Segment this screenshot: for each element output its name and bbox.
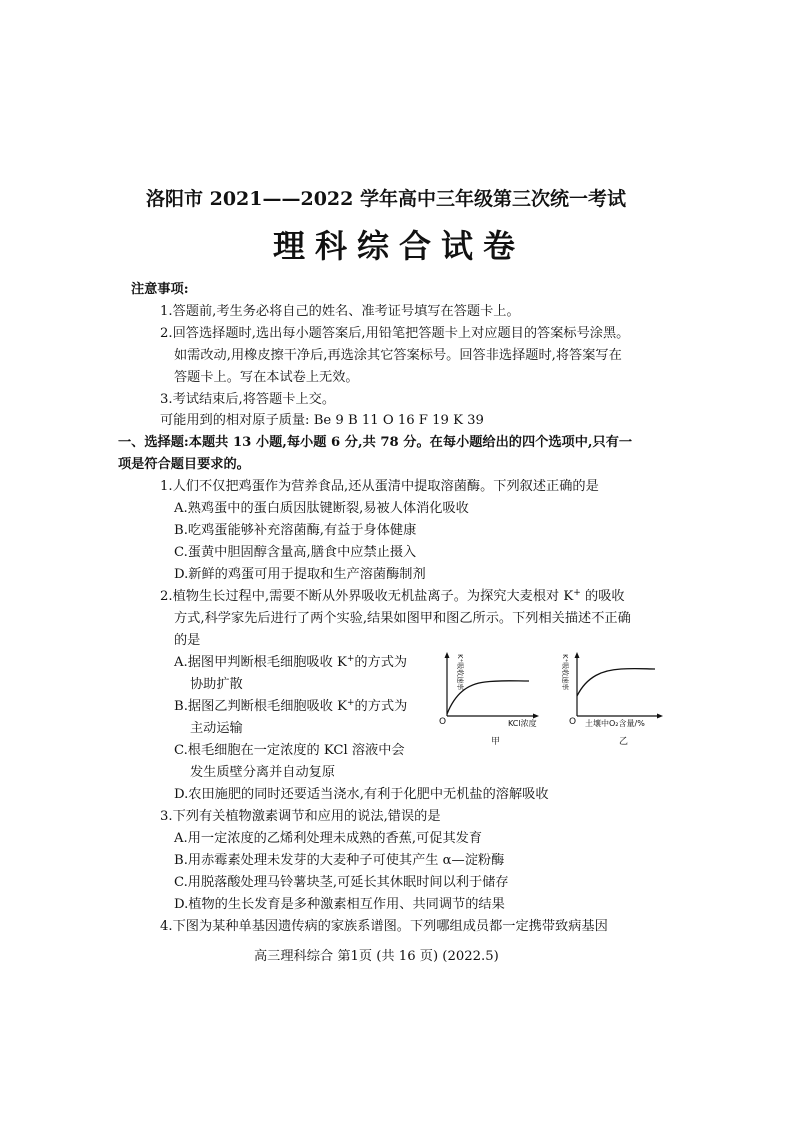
exam-subtitle: 理科综合试卷 xyxy=(273,227,526,265)
q2-option-a-text: A.据图甲判断根毛细胞吸收 K xyxy=(174,655,347,670)
notice-item-1: 1.答题前,考生务必将自己的姓名、准考证号填写在答题卡上。 xyxy=(160,304,520,319)
yi-origin: O xyxy=(569,717,577,727)
yi-x-arrow-icon xyxy=(657,714,663,719)
notice-item-2-line-1: 2.回答选择题时,选出每小题答案后,用铅笔把答题卡上对应题目的答案标号涂黑。 xyxy=(160,326,630,341)
page-footer: 高三理科综合 第1页 (共 16 页) (2022.5) xyxy=(254,949,499,964)
yi-curve xyxy=(577,669,655,696)
q3-option-b: B.用赤霉素处理未发芽的大麦种子可使其产生 α—淀粉酶 xyxy=(174,853,505,868)
q1-option-b: B.吃鸡蛋能够补充溶菌酶,有益于身体健康 xyxy=(174,523,417,538)
yi-caption: 乙 xyxy=(619,737,629,747)
q4-stem: 4.下图为某种单基因遗传病的家族系谱图。下列哪组成员都一定携带致病基因 xyxy=(160,919,608,934)
q2-option-c-line-2: 发生质壁分离并自动复原 xyxy=(190,765,336,780)
notice-item-2-line-3: 答题卡上。写在本试卷上无效。 xyxy=(174,370,359,385)
jia-caption: 甲 xyxy=(491,737,501,747)
yi-x-label: 土壤中O₂含量/% xyxy=(585,719,645,728)
q2-option-b-line-2: 主动运输 xyxy=(190,721,243,736)
q2-stem-line-3: 的是 xyxy=(174,633,201,648)
q3-option-d: D.植物的生长发育是多种激素相互作用、共同调节的结果 xyxy=(174,897,505,912)
q1-option-d: D.新鲜的鸡蛋可用于提取和生产溶菌酶制剂 xyxy=(174,567,426,582)
section-1-heading-line-2: 项是符合题目要求的。 xyxy=(118,457,250,472)
q2-option-a-end: 的方式为 xyxy=(354,655,408,670)
q2-option-b-end: 的方式为 xyxy=(354,699,408,714)
q3-option-a: A.用一定浓度的乙烯利处理未成熟的香蕉,可促其发育 xyxy=(174,831,483,846)
k-plus-superscript: + xyxy=(346,654,355,664)
q2-option-c-line-1: C.根毛细胞在一定浓度的 KCl 溶液中会 xyxy=(174,743,405,758)
q2-figure xyxy=(425,646,665,778)
jia-y-arrow-icon xyxy=(445,652,450,658)
q2-option-a-line-2: 协助扩散 xyxy=(190,677,243,692)
q3-option-c: C.用脱落酸处理马铃薯块茎,可延长其休眠时间以利于储存 xyxy=(174,875,509,890)
exam-title: 洛阳市 2021——2022 学年高中三年级第三次统一考试 xyxy=(146,188,626,210)
jia-y-label: K⁺吸收速率 xyxy=(456,654,464,691)
yi-y-label: K⁺吸收速率 xyxy=(561,654,569,691)
q2-option-d: D.农田施肥的同时还要适当浇水,有利于化肥中无机盐的溶解吸收 xyxy=(174,787,549,802)
q2-stem-line-1-text: 2.植物生长过程中,需要不断从外界吸收无机盐离子。为探究大麦根对 K xyxy=(160,589,574,604)
notice-heading: 注意事项: xyxy=(131,282,189,297)
q1-stem: 1.人们不仅把鸡蛋作为营养食品,还从蛋清中提取溶菌酶。下列叙述正确的是 xyxy=(160,479,599,494)
q2-stem-line-1-end: 的吸收 xyxy=(585,589,625,604)
q2-option-b-text: B.据图乙判断根毛细胞吸收 K xyxy=(174,699,347,714)
notice-item-3: 3.考试结束后,将答题卡上交。 xyxy=(160,392,336,407)
q1-option-c: C.蛋黄中胆固醇含量高,膳食中应禁止摄入 xyxy=(174,545,417,560)
jia-x-arrow-icon xyxy=(533,714,539,719)
q2-option-a-line-1 xyxy=(174,656,407,669)
k-plus-superscript: + xyxy=(573,588,581,598)
atomic-masses: 可能用到的相对原子质量: Be 9 B 11 O 16 F 19 K 39 xyxy=(160,413,484,428)
yi-y-arrow-icon xyxy=(575,652,580,658)
q2-stem-line-1 xyxy=(160,590,625,603)
q1-option-a: A.熟鸡蛋中的蛋白质因肽键断裂,易被人体消化吸收 xyxy=(174,501,469,516)
jia-origin: O xyxy=(439,717,447,727)
k-plus-superscript: + xyxy=(347,698,355,708)
q2-stem-line-2: 方式,科学家先后进行了两个实验,结果如图甲和图乙所示。下列相关描述不正确 xyxy=(174,611,631,626)
q2-option-b-line-1 xyxy=(174,700,407,713)
q3-stem: 3.下列有关植物激素调节和应用的说法,错误的是 xyxy=(160,809,441,824)
jia-x-label: KCl浓度 xyxy=(508,719,537,728)
q2-figure-graphs xyxy=(425,646,665,778)
section-1-heading-line-1: 一、选择题:本题共 13 小题,每小题 6 分,共 78 分。在每小题给出的四个选项中,只有一 xyxy=(118,435,633,450)
notice-item-2-line-2: 如需改动,用橡皮擦干净后,再选涂其它答案标号。回答非选择题时,将答案写在 xyxy=(174,348,622,363)
